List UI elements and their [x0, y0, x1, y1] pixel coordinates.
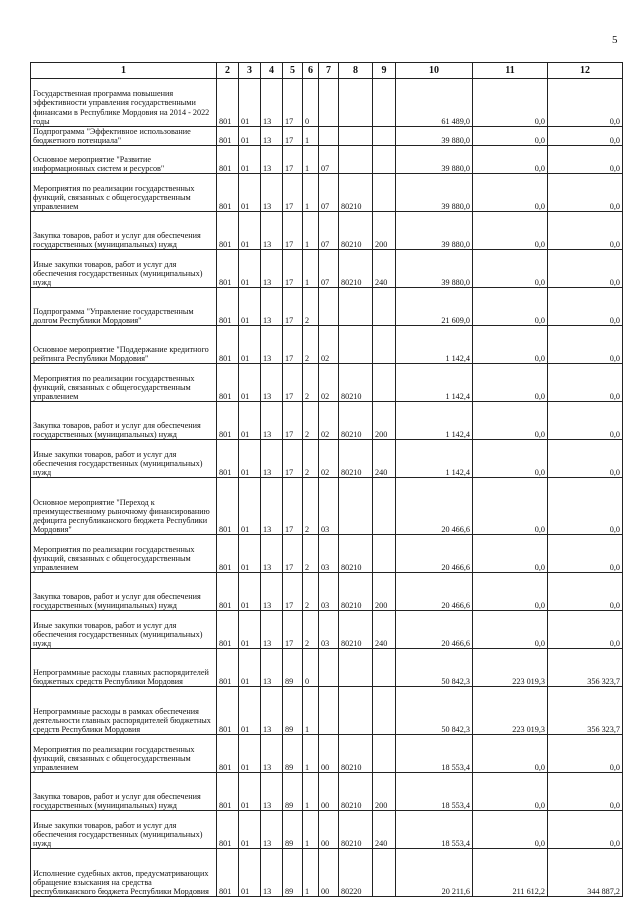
program-code-cell: 89	[283, 735, 303, 773]
section-code-cell: 01	[239, 146, 261, 174]
row-name-cell: Закупка товаров, работ и услуг для обеспечения государственных (муниципальных) нужд	[31, 212, 217, 250]
section-code-cell: 01	[239, 735, 261, 773]
direction-code-cell: 80210	[339, 611, 373, 649]
section-code-cell: 01	[239, 849, 261, 897]
expense-type-code-cell	[373, 735, 396, 773]
section-code-cell: 01	[239, 773, 261, 811]
program-code-cell: 17	[283, 440, 303, 478]
amount-col-10-cell: 39 880,0	[396, 127, 473, 146]
table-row	[31, 364, 623, 402]
amount-col-12-cell: 0,0	[548, 174, 623, 212]
row-name-cell: Иные закупки товаров, работ и услуг для обеспечения государственных (муниципальных) нужд	[31, 611, 217, 649]
direction-code-cell: 80210	[339, 535, 373, 573]
section-code-cell: 01	[239, 402, 261, 440]
expense-type-code-cell	[373, 174, 396, 212]
direction-code-cell: 80220	[339, 849, 373, 897]
direction-code-cell: 80210	[339, 364, 373, 402]
program-code-cell: 17	[283, 79, 303, 127]
column-header: 12	[548, 63, 623, 79]
amount-col-12-cell: 0,0	[548, 402, 623, 440]
table-row	[31, 288, 623, 326]
amount-col-11-cell: 0,0	[473, 535, 548, 573]
section-code-cell: 01	[239, 535, 261, 573]
amount-col-11-cell: 0,0	[473, 250, 548, 288]
amount-col-12-cell: 0,0	[548, 79, 623, 127]
subprogram-code-cell: 1	[303, 146, 319, 174]
admin-code-cell: 801	[217, 288, 239, 326]
event-code-cell: 07	[319, 212, 339, 250]
amount-col-10-cell: 21 609,0	[396, 288, 473, 326]
row-name-cell: Непрограммные расходы в рамках обеспечения деятельности главных распорядителей бюджетных средств Республики Мордовия	[31, 687, 217, 735]
expense-type-code-cell	[373, 146, 396, 174]
admin-code-cell: 801	[217, 127, 239, 146]
amount-col-10-cell: 20 466,6	[396, 478, 473, 535]
amount-col-12-cell: 0,0	[548, 364, 623, 402]
amount-col-11-cell: 0,0	[473, 402, 548, 440]
event-code-cell: 03	[319, 611, 339, 649]
event-code-cell: 07	[319, 250, 339, 288]
amount-col-11-cell: 223 019,3	[473, 649, 548, 687]
program-code-cell: 89	[283, 649, 303, 687]
subsection-code-cell: 13	[261, 174, 283, 212]
amount-col-11-cell: 223 019,3	[473, 687, 548, 735]
subsection-code-cell: 13	[261, 773, 283, 811]
expense-type-code-cell	[373, 288, 396, 326]
subprogram-code-cell: 2	[303, 364, 319, 402]
amount-col-11-cell: 0,0	[473, 440, 548, 478]
column-header: 10	[396, 63, 473, 79]
subprogram-code-cell: 2	[303, 440, 319, 478]
subprogram-code-cell: 1	[303, 773, 319, 811]
expense-type-code-cell	[373, 849, 396, 897]
event-code-cell: 02	[319, 440, 339, 478]
subsection-code-cell: 13	[261, 440, 283, 478]
direction-code-cell: 80210	[339, 250, 373, 288]
section-code-cell: 01	[239, 326, 261, 364]
subprogram-code-cell: 2	[303, 535, 319, 573]
amount-col-10-cell: 18 553,4	[396, 773, 473, 811]
admin-code-cell: 801	[217, 174, 239, 212]
section-code-cell: 01	[239, 127, 261, 146]
expense-type-code-cell	[373, 79, 396, 127]
subprogram-code-cell: 1	[303, 735, 319, 773]
table-row	[31, 174, 623, 212]
program-code-cell: 17	[283, 478, 303, 535]
row-name-cell: Мероприятия по реализации государственных функций, связанных с общегосударственным управлением	[31, 735, 217, 773]
amount-col-12-cell: 0,0	[548, 212, 623, 250]
amount-col-11-cell: 0,0	[473, 773, 548, 811]
direction-code-cell: 80210	[339, 402, 373, 440]
amount-col-12-cell: 344 887,2	[548, 849, 623, 897]
amount-col-12-cell: 0,0	[548, 811, 623, 849]
event-code-cell: 02	[319, 402, 339, 440]
expense-type-code-cell: 200	[373, 402, 396, 440]
direction-code-cell: 80210	[339, 174, 373, 212]
direction-code-cell	[339, 79, 373, 127]
expense-type-code-cell: 240	[373, 250, 396, 288]
subprogram-code-cell: 2	[303, 573, 319, 611]
expense-type-code-cell	[373, 649, 396, 687]
subsection-code-cell: 13	[261, 649, 283, 687]
amount-col-10-cell: 50 842,3	[396, 687, 473, 735]
table-row	[31, 611, 623, 649]
amount-col-10-cell: 20 466,6	[396, 611, 473, 649]
direction-code-cell	[339, 687, 373, 735]
amount-col-10-cell: 18 553,4	[396, 811, 473, 849]
subsection-code-cell: 13	[261, 849, 283, 897]
direction-code-cell	[339, 326, 373, 364]
admin-code-cell: 801	[217, 326, 239, 364]
row-name-cell: Иные закупки товаров, работ и услуг для обеспечения государственных (муниципальных) нужд	[31, 250, 217, 288]
amount-col-11-cell: 0,0	[473, 174, 548, 212]
event-code-cell: 03	[319, 535, 339, 573]
column-header: 2	[217, 63, 239, 79]
row-name-cell: Непрограммные расходы главных распорядителей бюджетных средств Республики Мордовия	[31, 649, 217, 687]
section-code-cell: 01	[239, 440, 261, 478]
admin-code-cell: 801	[217, 573, 239, 611]
column-header: 9	[373, 63, 396, 79]
row-name-cell: Основное мероприятие "Переход к преимущественному рыночному финансированию дефицита республиканского бюджета Республики Мордовия"	[31, 478, 217, 535]
subsection-code-cell: 13	[261, 364, 283, 402]
subprogram-code-cell: 1	[303, 212, 319, 250]
amount-col-10-cell: 20 466,6	[396, 535, 473, 573]
amount-col-10-cell: 39 880,0	[396, 250, 473, 288]
amount-col-12-cell: 0,0	[548, 478, 623, 535]
section-code-cell: 01	[239, 611, 261, 649]
table-body	[31, 79, 623, 897]
budget-table	[30, 62, 623, 897]
row-name-cell: Иные закупки товаров, работ и услуг для обеспечения государственных (муниципальных) нужд	[31, 811, 217, 849]
amount-col-11-cell: 0,0	[473, 127, 548, 146]
amount-col-10-cell: 39 880,0	[396, 174, 473, 212]
amount-col-12-cell: 0,0	[548, 288, 623, 326]
column-header: 7	[319, 63, 339, 79]
subprogram-code-cell: 2	[303, 611, 319, 649]
expense-type-code-cell	[373, 478, 396, 535]
amount-col-10-cell: 1 142,4	[396, 326, 473, 364]
table-row	[31, 535, 623, 573]
row-name-cell: Мероприятия по реализации государственных функций, связанных с общегосударственным управлением	[31, 364, 217, 402]
expense-type-code-cell	[373, 687, 396, 735]
admin-code-cell: 801	[217, 735, 239, 773]
event-code-cell: 00	[319, 849, 339, 897]
admin-code-cell: 801	[217, 146, 239, 174]
program-code-cell: 17	[283, 288, 303, 326]
row-name-cell: Подпрограмма "Управление государственным долгом Республики Мордовия"	[31, 288, 217, 326]
expense-type-code-cell: 240	[373, 611, 396, 649]
amount-col-12-cell: 0,0	[548, 611, 623, 649]
event-code-cell: 00	[319, 811, 339, 849]
admin-code-cell: 801	[217, 649, 239, 687]
event-code-cell: 07	[319, 146, 339, 174]
table-row	[31, 440, 623, 478]
column-header: 8	[339, 63, 373, 79]
admin-code-cell: 801	[217, 849, 239, 897]
program-code-cell: 17	[283, 402, 303, 440]
subprogram-code-cell: 1	[303, 250, 319, 288]
amount-col-12-cell: 0,0	[548, 773, 623, 811]
event-code-cell: 00	[319, 773, 339, 811]
amount-col-11-cell: 0,0	[473, 212, 548, 250]
amount-col-11-cell: 0,0	[473, 364, 548, 402]
section-code-cell: 01	[239, 174, 261, 212]
row-name-cell: Иные закупки товаров, работ и услуг для обеспечения государственных (муниципальных) нужд	[31, 440, 217, 478]
subprogram-code-cell: 1	[303, 687, 319, 735]
column-header: 11	[473, 63, 548, 79]
amount-col-11-cell: 0,0	[473, 288, 548, 326]
subsection-code-cell: 13	[261, 79, 283, 127]
event-code-cell	[319, 79, 339, 127]
amount-col-11-cell: 0,0	[473, 478, 548, 535]
table-row	[31, 773, 623, 811]
admin-code-cell: 801	[217, 212, 239, 250]
event-code-cell: 00	[319, 735, 339, 773]
amount-col-10-cell: 1 142,4	[396, 402, 473, 440]
program-code-cell: 17	[283, 364, 303, 402]
program-code-cell: 17	[283, 573, 303, 611]
expense-type-code-cell: 240	[373, 440, 396, 478]
section-code-cell: 01	[239, 687, 261, 735]
amount-col-10-cell: 1 142,4	[396, 440, 473, 478]
amount-col-10-cell: 61 489,0	[396, 79, 473, 127]
subsection-code-cell: 13	[261, 402, 283, 440]
amount-col-12-cell: 0,0	[548, 735, 623, 773]
table-row	[31, 573, 623, 611]
direction-code-cell: 80210	[339, 811, 373, 849]
subsection-code-cell: 13	[261, 250, 283, 288]
amount-col-12-cell: 0,0	[548, 440, 623, 478]
program-code-cell: 17	[283, 146, 303, 174]
table-row	[31, 326, 623, 364]
event-code-cell: 03	[319, 573, 339, 611]
amount-col-12-cell: 0,0	[548, 326, 623, 364]
expense-type-code-cell	[373, 364, 396, 402]
table-row	[31, 79, 623, 127]
expense-type-code-cell: 240	[373, 811, 396, 849]
expense-type-code-cell	[373, 127, 396, 146]
table-row	[31, 849, 623, 897]
subsection-code-cell: 13	[261, 611, 283, 649]
admin-code-cell: 801	[217, 440, 239, 478]
row-name-cell: Основное мероприятие "Развитие информационных систем и ресурсов"	[31, 146, 217, 174]
section-code-cell: 01	[239, 649, 261, 687]
program-code-cell: 17	[283, 611, 303, 649]
column-header: 3	[239, 63, 261, 79]
event-code-cell	[319, 127, 339, 146]
subsection-code-cell: 13	[261, 687, 283, 735]
direction-code-cell: 80210	[339, 773, 373, 811]
event-code-cell: 03	[319, 478, 339, 535]
column-header: 6	[303, 63, 319, 79]
subprogram-code-cell: 2	[303, 402, 319, 440]
subprogram-code-cell: 2	[303, 478, 319, 535]
expense-type-code-cell: 200	[373, 573, 396, 611]
direction-code-cell: 80210	[339, 440, 373, 478]
column-header: 4	[261, 63, 283, 79]
program-code-cell: 17	[283, 250, 303, 288]
table-row	[31, 735, 623, 773]
program-code-cell: 89	[283, 811, 303, 849]
amount-col-10-cell: 20 466,6	[396, 573, 473, 611]
amount-col-10-cell: 39 880,0	[396, 146, 473, 174]
amount-col-11-cell: 0,0	[473, 146, 548, 174]
admin-code-cell: 801	[217, 687, 239, 735]
section-code-cell: 01	[239, 79, 261, 127]
row-name-cell: Мероприятия по реализации государственных функций, связанных с общегосударственным управлением	[31, 535, 217, 573]
subsection-code-cell: 13	[261, 288, 283, 326]
subprogram-code-cell: 1	[303, 849, 319, 897]
subprogram-code-cell: 2	[303, 326, 319, 364]
section-code-cell: 01	[239, 573, 261, 611]
amount-col-12-cell: 0,0	[548, 127, 623, 146]
row-name-cell: Закупка товаров, работ и услуг для обеспечения государственных (муниципальных) нужд	[31, 402, 217, 440]
amount-col-11-cell: 0,0	[473, 326, 548, 364]
row-name-cell: Государственная программа повышения эффективности управления государственными финансами в Республике Мордовия на 2014 - 2022 годы	[31, 79, 217, 127]
subsection-code-cell: 13	[261, 127, 283, 146]
row-name-cell: Закупка товаров, работ и услуг для обеспечения государственных (муниципальных) нужд	[31, 773, 217, 811]
direction-code-cell	[339, 127, 373, 146]
table-row	[31, 811, 623, 849]
event-code-cell: 02	[319, 326, 339, 364]
admin-code-cell: 801	[217, 773, 239, 811]
section-code-cell: 01	[239, 364, 261, 402]
amount-col-11-cell: 211 612,2	[473, 849, 548, 897]
event-code-cell	[319, 288, 339, 326]
direction-code-cell: 80210	[339, 573, 373, 611]
table-row	[31, 478, 623, 535]
program-code-cell: 17	[283, 535, 303, 573]
program-code-cell: 17	[283, 326, 303, 364]
table-row	[31, 250, 623, 288]
table-row	[31, 649, 623, 687]
expense-type-code-cell: 200	[373, 773, 396, 811]
amount-col-11-cell: 0,0	[473, 735, 548, 773]
subprogram-code-cell: 1	[303, 174, 319, 212]
direction-code-cell	[339, 288, 373, 326]
admin-code-cell: 801	[217, 250, 239, 288]
program-code-cell: 89	[283, 849, 303, 897]
subsection-code-cell: 13	[261, 326, 283, 364]
amount-col-10-cell: 50 842,3	[396, 649, 473, 687]
row-name-cell: Мероприятия по реализации государственных функций, связанных с общегосударственным управлением	[31, 174, 217, 212]
program-code-cell: 89	[283, 773, 303, 811]
amount-col-12-cell: 0,0	[548, 573, 623, 611]
section-code-cell: 01	[239, 478, 261, 535]
row-name-cell: Подпрограмма "Эффективное использование бюджетного потенциала"	[31, 127, 217, 146]
amount-col-10-cell: 18 553,4	[396, 735, 473, 773]
subprogram-code-cell: 0	[303, 79, 319, 127]
admin-code-cell: 801	[217, 402, 239, 440]
section-code-cell: 01	[239, 212, 261, 250]
program-code-cell: 17	[283, 127, 303, 146]
expense-type-code-cell: 200	[373, 212, 396, 250]
program-code-cell: 17	[283, 212, 303, 250]
event-code-cell: 02	[319, 364, 339, 402]
section-code-cell: 01	[239, 250, 261, 288]
admin-code-cell: 801	[217, 79, 239, 127]
amount-col-10-cell: 39 880,0	[396, 212, 473, 250]
amount-col-12-cell: 356 323,7	[548, 649, 623, 687]
admin-code-cell: 801	[217, 478, 239, 535]
event-code-cell	[319, 649, 339, 687]
program-code-cell: 17	[283, 174, 303, 212]
amount-col-10-cell: 1 142,4	[396, 364, 473, 402]
subsection-code-cell: 13	[261, 735, 283, 773]
subsection-code-cell: 13	[261, 212, 283, 250]
direction-code-cell: 80210	[339, 735, 373, 773]
table-row	[31, 212, 623, 250]
table-header-row	[31, 63, 623, 79]
subsection-code-cell: 13	[261, 535, 283, 573]
subsection-code-cell: 13	[261, 811, 283, 849]
page-number: 5	[612, 34, 618, 46]
amount-col-11-cell: 0,0	[473, 811, 548, 849]
expense-type-code-cell	[373, 535, 396, 573]
amount-col-12-cell: 0,0	[548, 146, 623, 174]
row-name-cell: Основное мероприятие "Поддержание кредитного рейтинга Республики Мордовия"	[31, 326, 217, 364]
direction-code-cell	[339, 478, 373, 535]
row-name-cell: Закупка товаров, работ и услуг для обеспечения государственных (муниципальных) нужд	[31, 573, 217, 611]
admin-code-cell: 801	[217, 364, 239, 402]
table-row	[31, 146, 623, 174]
subprogram-code-cell: 1	[303, 127, 319, 146]
column-header: 5	[283, 63, 303, 79]
admin-code-cell: 801	[217, 611, 239, 649]
section-code-cell: 01	[239, 811, 261, 849]
row-name-cell: Исполнение судебных актов, предусматривающих обращение взыскания на средства республиканского бюджета Республики Мордовия	[31, 849, 217, 897]
expense-type-code-cell	[373, 326, 396, 364]
event-code-cell: 07	[319, 174, 339, 212]
subprogram-code-cell: 1	[303, 811, 319, 849]
amount-col-12-cell: 0,0	[548, 535, 623, 573]
amount-col-11-cell: 0,0	[473, 611, 548, 649]
event-code-cell	[319, 687, 339, 735]
amount-col-10-cell: 20 211,6	[396, 849, 473, 897]
subprogram-code-cell: 2	[303, 288, 319, 326]
subsection-code-cell: 13	[261, 146, 283, 174]
amount-col-11-cell: 0,0	[473, 79, 548, 127]
admin-code-cell: 801	[217, 535, 239, 573]
amount-col-12-cell: 356 323,7	[548, 687, 623, 735]
table-row	[31, 687, 623, 735]
amount-col-12-cell: 0,0	[548, 250, 623, 288]
direction-code-cell	[339, 649, 373, 687]
amount-col-11-cell: 0,0	[473, 573, 548, 611]
direction-code-cell: 80210	[339, 212, 373, 250]
section-code-cell: 01	[239, 288, 261, 326]
table-row	[31, 127, 623, 146]
admin-code-cell: 801	[217, 811, 239, 849]
subsection-code-cell: 13	[261, 478, 283, 535]
table-row	[31, 402, 623, 440]
program-code-cell: 89	[283, 687, 303, 735]
subprogram-code-cell: 0	[303, 649, 319, 687]
direction-code-cell	[339, 146, 373, 174]
column-header: 1	[31, 63, 217, 79]
subsection-code-cell: 13	[261, 573, 283, 611]
